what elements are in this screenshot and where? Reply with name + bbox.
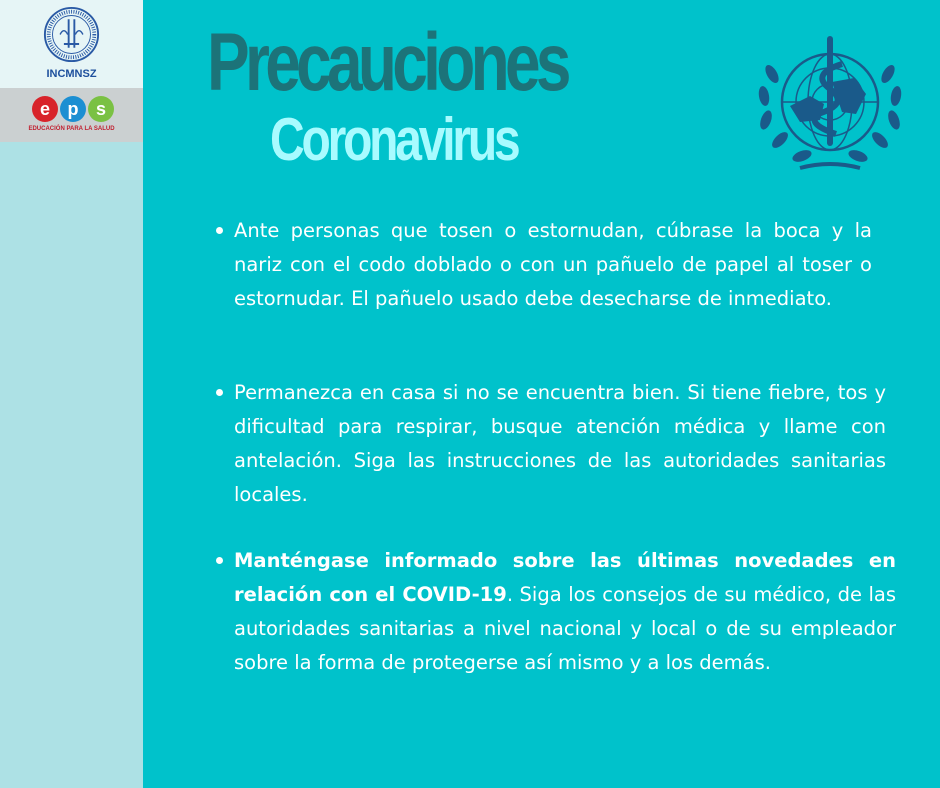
eps-tagline: EDUCACIÓN PARA LA SALUD: [28, 126, 115, 132]
who-emblem-icon: [750, 34, 910, 179]
institution-label: INCMNSZ: [46, 68, 97, 80]
bullet-item: [234, 544, 896, 680]
sidebar: [0, 0, 143, 788]
eps-letter-p: p: [60, 96, 86, 122]
incmnsz-logo: [0, 0, 143, 88]
page-title: Precauciones: [207, 17, 567, 108]
page-subtitle: Coronavirus: [270, 106, 518, 173]
eps-logo: [0, 88, 143, 142]
eps-letter-s: s: [88, 96, 114, 122]
incmnsz-seal-icon: [43, 6, 100, 63]
bullet-text: Ante personas que tosen o estornudan, cúbrase la boca y la nariz con el codo doblado o con un pañuelo de papel al toser o estornudar. El pañuelo usado debe desecharse de inmediato.: [234, 219, 872, 310]
bullet-item: [234, 214, 872, 316]
bullet-bold-text: Manténgase informado sobre las últimas novedades en relación con el COVID-19: [234, 549, 896, 606]
bullet-item: [234, 376, 886, 512]
bullet-text: . Siga los consejos de su médico, de las autoridades sanitarias a nivel nacional y local o de su empleador sobre la forma de protegerse así mismo y a los demás.: [234, 583, 896, 674]
bullet-text: Permanezca en casa si no se encuentra bien. Si tiene fiebre, tos y dificultad para respirar, busque atención médica y llame con antelación. Siga las instrucciones de las autoridades sanitarias locales.: [234, 381, 886, 506]
eps-letter-e: e: [32, 96, 58, 122]
